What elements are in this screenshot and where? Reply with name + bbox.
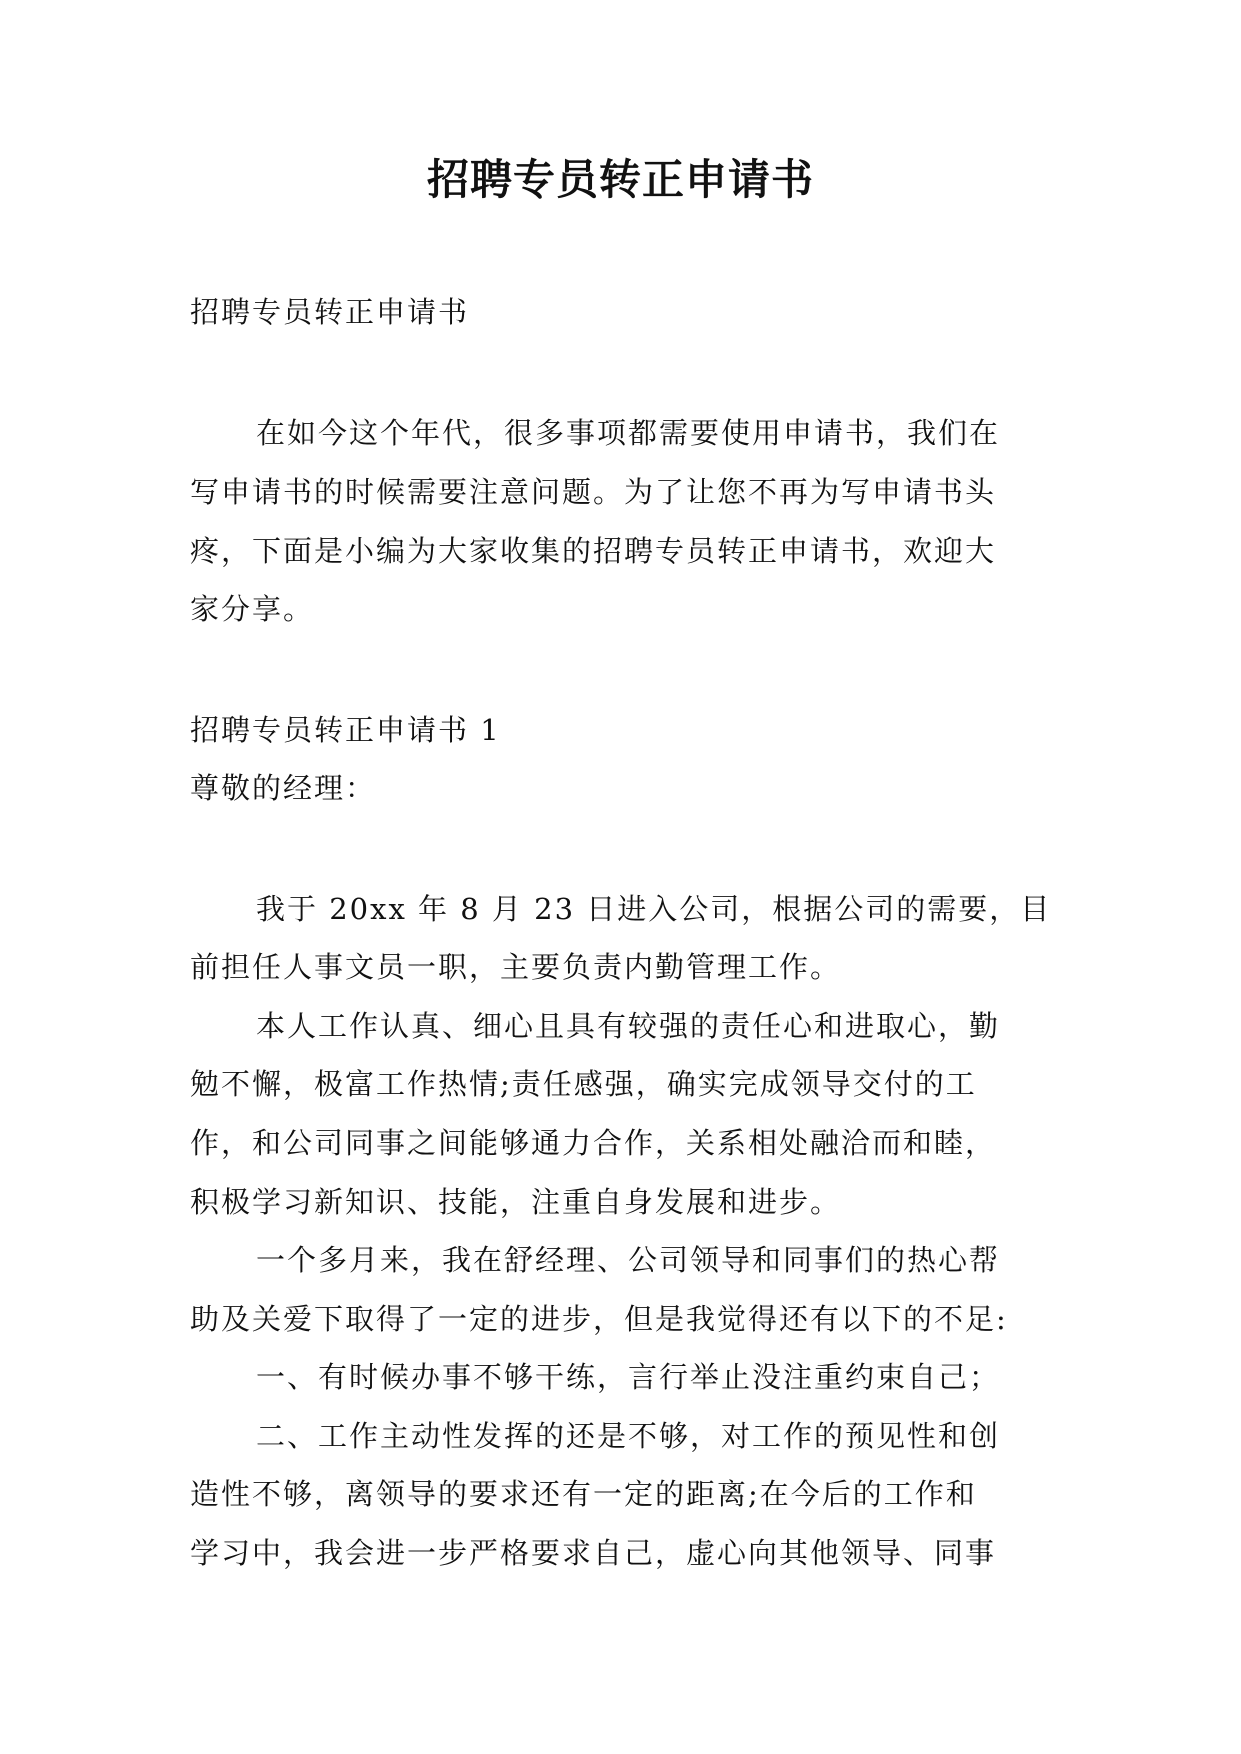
- document-title: 招聘专员转正申请书: [426, 155, 814, 204]
- document-subtitle: 招聘专员转正申请书: [190, 295, 470, 329]
- body-line: 积极学习新知识、技能，注重自身发展和进步。: [190, 1185, 842, 1219]
- section-heading: 招聘专员转正申请书 1: [190, 713, 501, 747]
- body-line: 勉不懈，极富工作热情;责任感强，确实完成领导交付的工: [190, 1067, 977, 1101]
- body-line: 助及关爱下取得了一定的进步，但是我觉得还有以下的不足:: [190, 1302, 1008, 1336]
- body-line: 一个多月来，我在舒经理、公司领导和同事们的热心帮: [256, 1243, 1001, 1277]
- body-line: 二、工作主动性发挥的还是不够，对工作的预见性和创: [256, 1419, 1001, 1453]
- salutation: 尊敬的经理：: [190, 771, 377, 805]
- intro-line: 疼，下面是小编为大家收集的招聘专员转正申请书，欢迎大: [190, 534, 997, 568]
- body-line: 一、有时候办事不够干练，言行举止没注重约束自己；: [256, 1360, 1001, 1394]
- body-line: 我于 20xx 年 8 月 23 日进入公司，根据公司的需要，目: [256, 892, 1052, 926]
- intro-line: 写申请书的时候需要注意问题。为了让您不再为写申请书头: [190, 475, 997, 509]
- body-line: 前担任人事文员一职，主要负责内勤管理工作。: [190, 950, 842, 984]
- body-line: 造性不够，离领导的要求还有一定的距离;在今后的工作和: [190, 1477, 977, 1511]
- body-line: 作，和公司同事之间能够通力合作，关系相处融洽而和睦，: [190, 1126, 997, 1160]
- intro-line: 家分享。: [190, 592, 315, 626]
- intro-line: 在如今这个年代，很多事项都需要使用申请书，我们在: [256, 416, 1001, 450]
- body-line: 本人工作认真、细心且具有较强的责任心和进取心，勤: [256, 1009, 1001, 1043]
- body-line: 学习中，我会进一步严格要求自己，虚心向其他领导、同事: [190, 1536, 997, 1570]
